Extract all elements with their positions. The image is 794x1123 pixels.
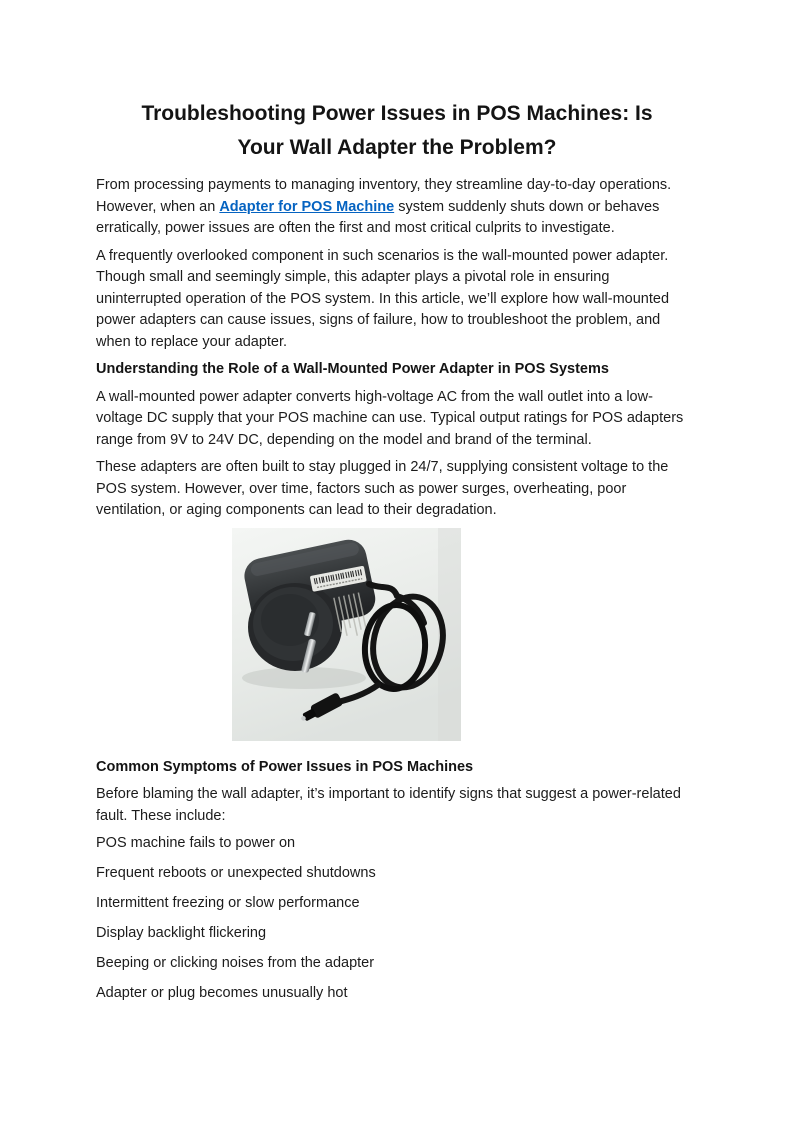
symptom-item-hot: Adapter or plug becomes unusually hot: [96, 985, 348, 1001]
heading-common-symptoms: Common Symptoms of Power Issues in POS Machines: [96, 758, 474, 775]
page-title-line-2: Your Wall Adapter the Problem?: [237, 136, 557, 159]
page-title-line-1: Troubleshooting Power Issues in POS Machines: Is: [141, 102, 653, 125]
paragraph-adapter-converts: A wall-mounted power adapter converts high-voltage AC from the wall outlet into a low-voltage DC supply that your POS machine can use. Typical output ratings for POS adapters range from 9V to 24V DC, depending on the model and brand of the terminal.: [96, 388, 684, 448]
symptom-item-backlight: Display backlight flickering: [96, 925, 267, 941]
paragraph-before-blaming: Before blaming the wall adapter, it’s important to identify signs that suggest a power-related fault. These include:: [96, 786, 681, 824]
adapter-for-pos-machine-link[interactable]: Adapter for POS Machine: [219, 198, 395, 215]
heading-understanding-role: Understanding the Role of a Wall-Mounted Power Adapter in POS Systems: [96, 361, 609, 377]
paragraph-overlooked-component: A frequently overlooked component in such scenarios is the wall-mounted power adapter. Though small and seemingly simple, this adapter plays a pivotal role in ensuring uninterrupted operation of the POS system. In this article, we’ll explore how wall-mounted power adapters can cause issues, signs of failure, how to troubleshoot the problem, and when to replace your adapter.: [96, 247, 670, 350]
intro-paragraph: [96, 175, 698, 240]
paragraph-plugged-in: These adapters are often built to stay plugged in 24/7, supplying consistent voltage to the POS system. However, over time, factors such as power surges, overheating, poor ventilation, or aging components can lead to their degradation.: [96, 459, 669, 518]
symptom-item-noises: Beeping or clicking noises from the adapter: [96, 955, 375, 971]
symptom-item-power-on: POS machine fails to power on: [96, 835, 296, 851]
intro-text-before-link: From processing payments to managing inventory, they streamline day-to-day operations. However, when an: [96, 177, 672, 215]
symptom-item-freezing: Intermittent freezing or slow performance: [96, 895, 360, 911]
intro-text-after-link: system suddenly shuts down or behaves erratically, power issues are often the first and most critical culprits to investigate.: [96, 198, 660, 236]
document-content: [96, 97, 698, 1013]
symptom-item-reboots: Frequent reboots or unexpected shutdowns: [96, 865, 376, 881]
wall-adapter-photo: [232, 528, 461, 741]
page-title: [96, 97, 698, 165]
